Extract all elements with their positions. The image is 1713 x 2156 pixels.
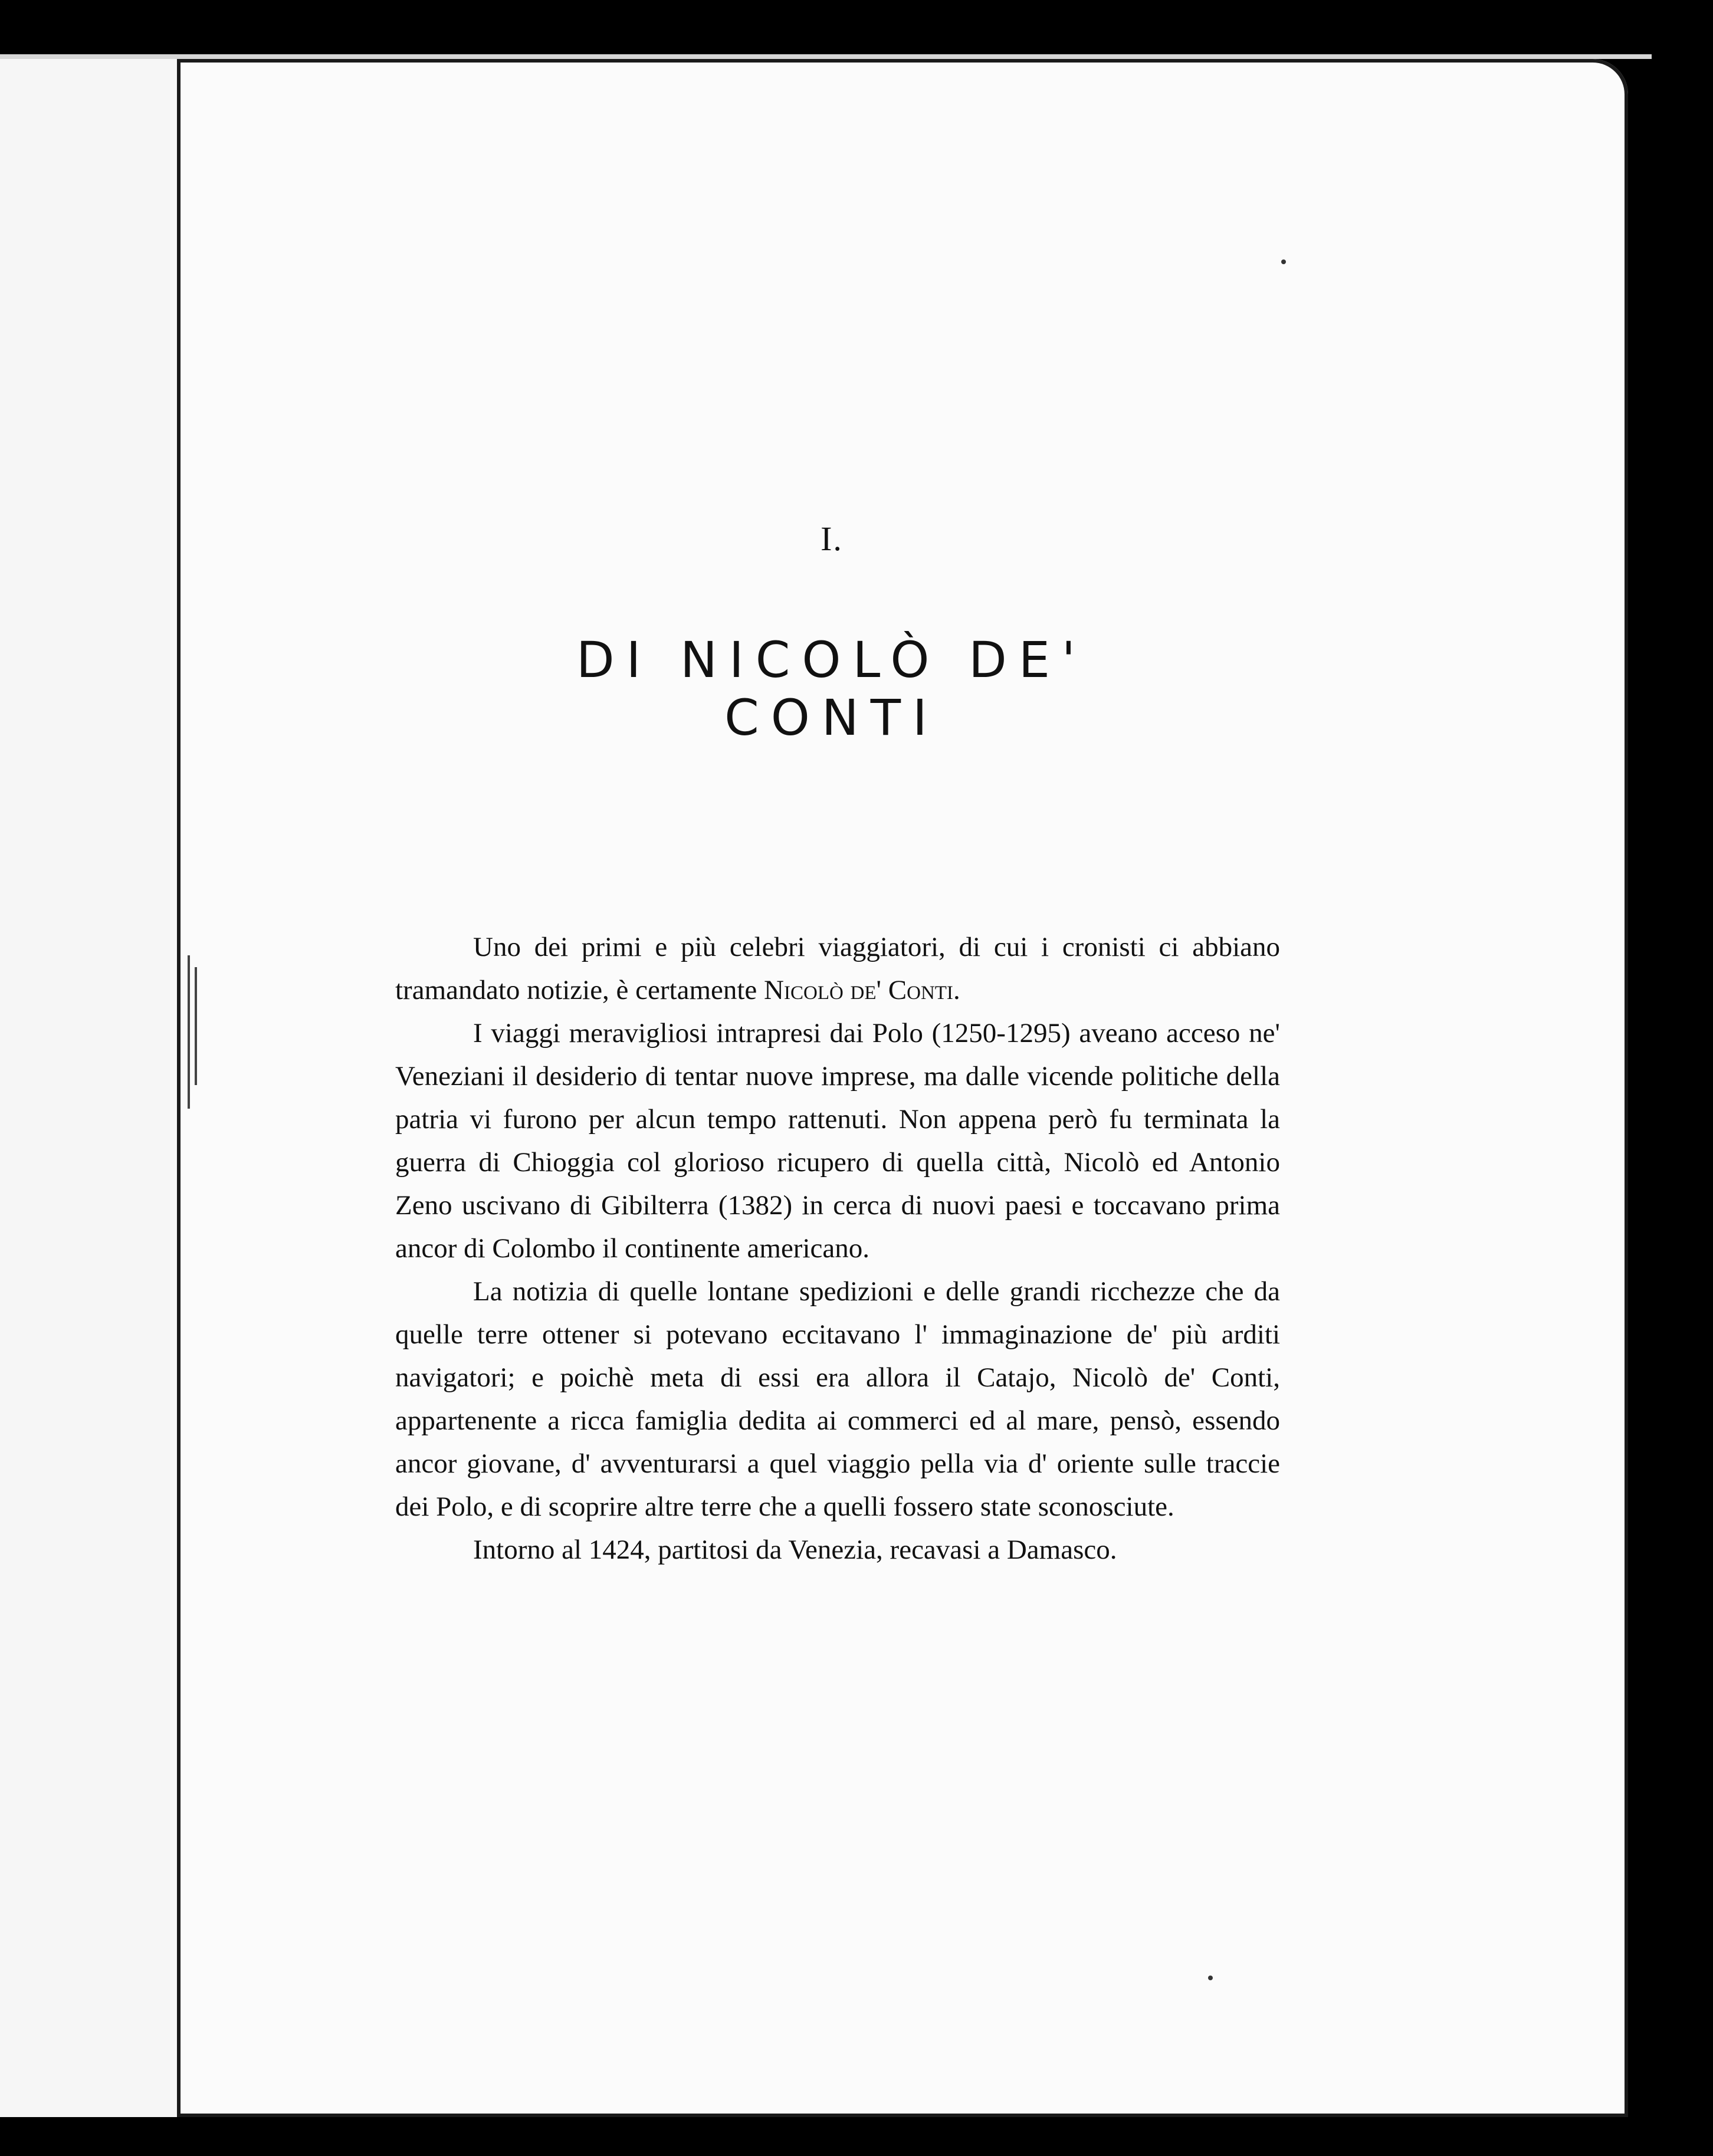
body-text	[395, 926, 1280, 1572]
paragraph-text: .	[953, 975, 960, 1005]
chapter-title: DI NICOLÒ DE' CONTI	[576, 631, 1087, 747]
paragraph: La notizia di quelle lontane spedizioni e delle grandi ricchezze che da quelle terre ottener si potevano eccitavano l' immaginazione de' più arditi navigatori; e poichè meta di essi era allora il Catajo, Nicolò de' Conti, appartenente a ricca famiglia dedita ai commerci ed al mare, pensò, essendo ancor giovane, d' avventurarsi a quel viaggio pella via d' oriente sulle traccie dei Polo, e di scoprire altre terre che a quelli fossero state sconosciute.	[395, 1276, 1280, 1522]
paragraph	[395, 926, 1280, 1012]
person-name: Nicolò de' Conti	[764, 975, 953, 1005]
margin-mark	[195, 967, 197, 1085]
paragraph: Intorno al 1424, partitosi da Venezia, recavasi a Damasco.	[473, 1534, 1117, 1565]
paragraph-text: Uno dei primi e più celebri viaggiatori, di cui i cronisti ci abbiano tramandato notizie, è certamente	[395, 932, 1280, 1005]
speck	[1281, 259, 1286, 264]
paragraph: I viaggi meravigliosi intrapresi dai Polo (1250-1295) aveano acceso ne' Veneziani il desiderio di tentar nuove imprese, ma dalle vicende politiche della patria vi furono per alcun tempo rattenuti. Non appena però fu terminata la guerra di Chioggia col glorioso ricupero di quella città, Nicolò ed Antonio Zeno uscivano di Gibilterra (1382) in cerca di nuovi paesi e toccavano prima ancor di Colombo il continente americano.	[395, 1018, 1280, 1264]
page-top-edge	[0, 54, 1652, 59]
facing-page-strip	[0, 59, 177, 2117]
chapter-number: I.	[821, 520, 843, 558]
margin-mark	[188, 955, 190, 1109]
speck	[1208, 1976, 1213, 1980]
